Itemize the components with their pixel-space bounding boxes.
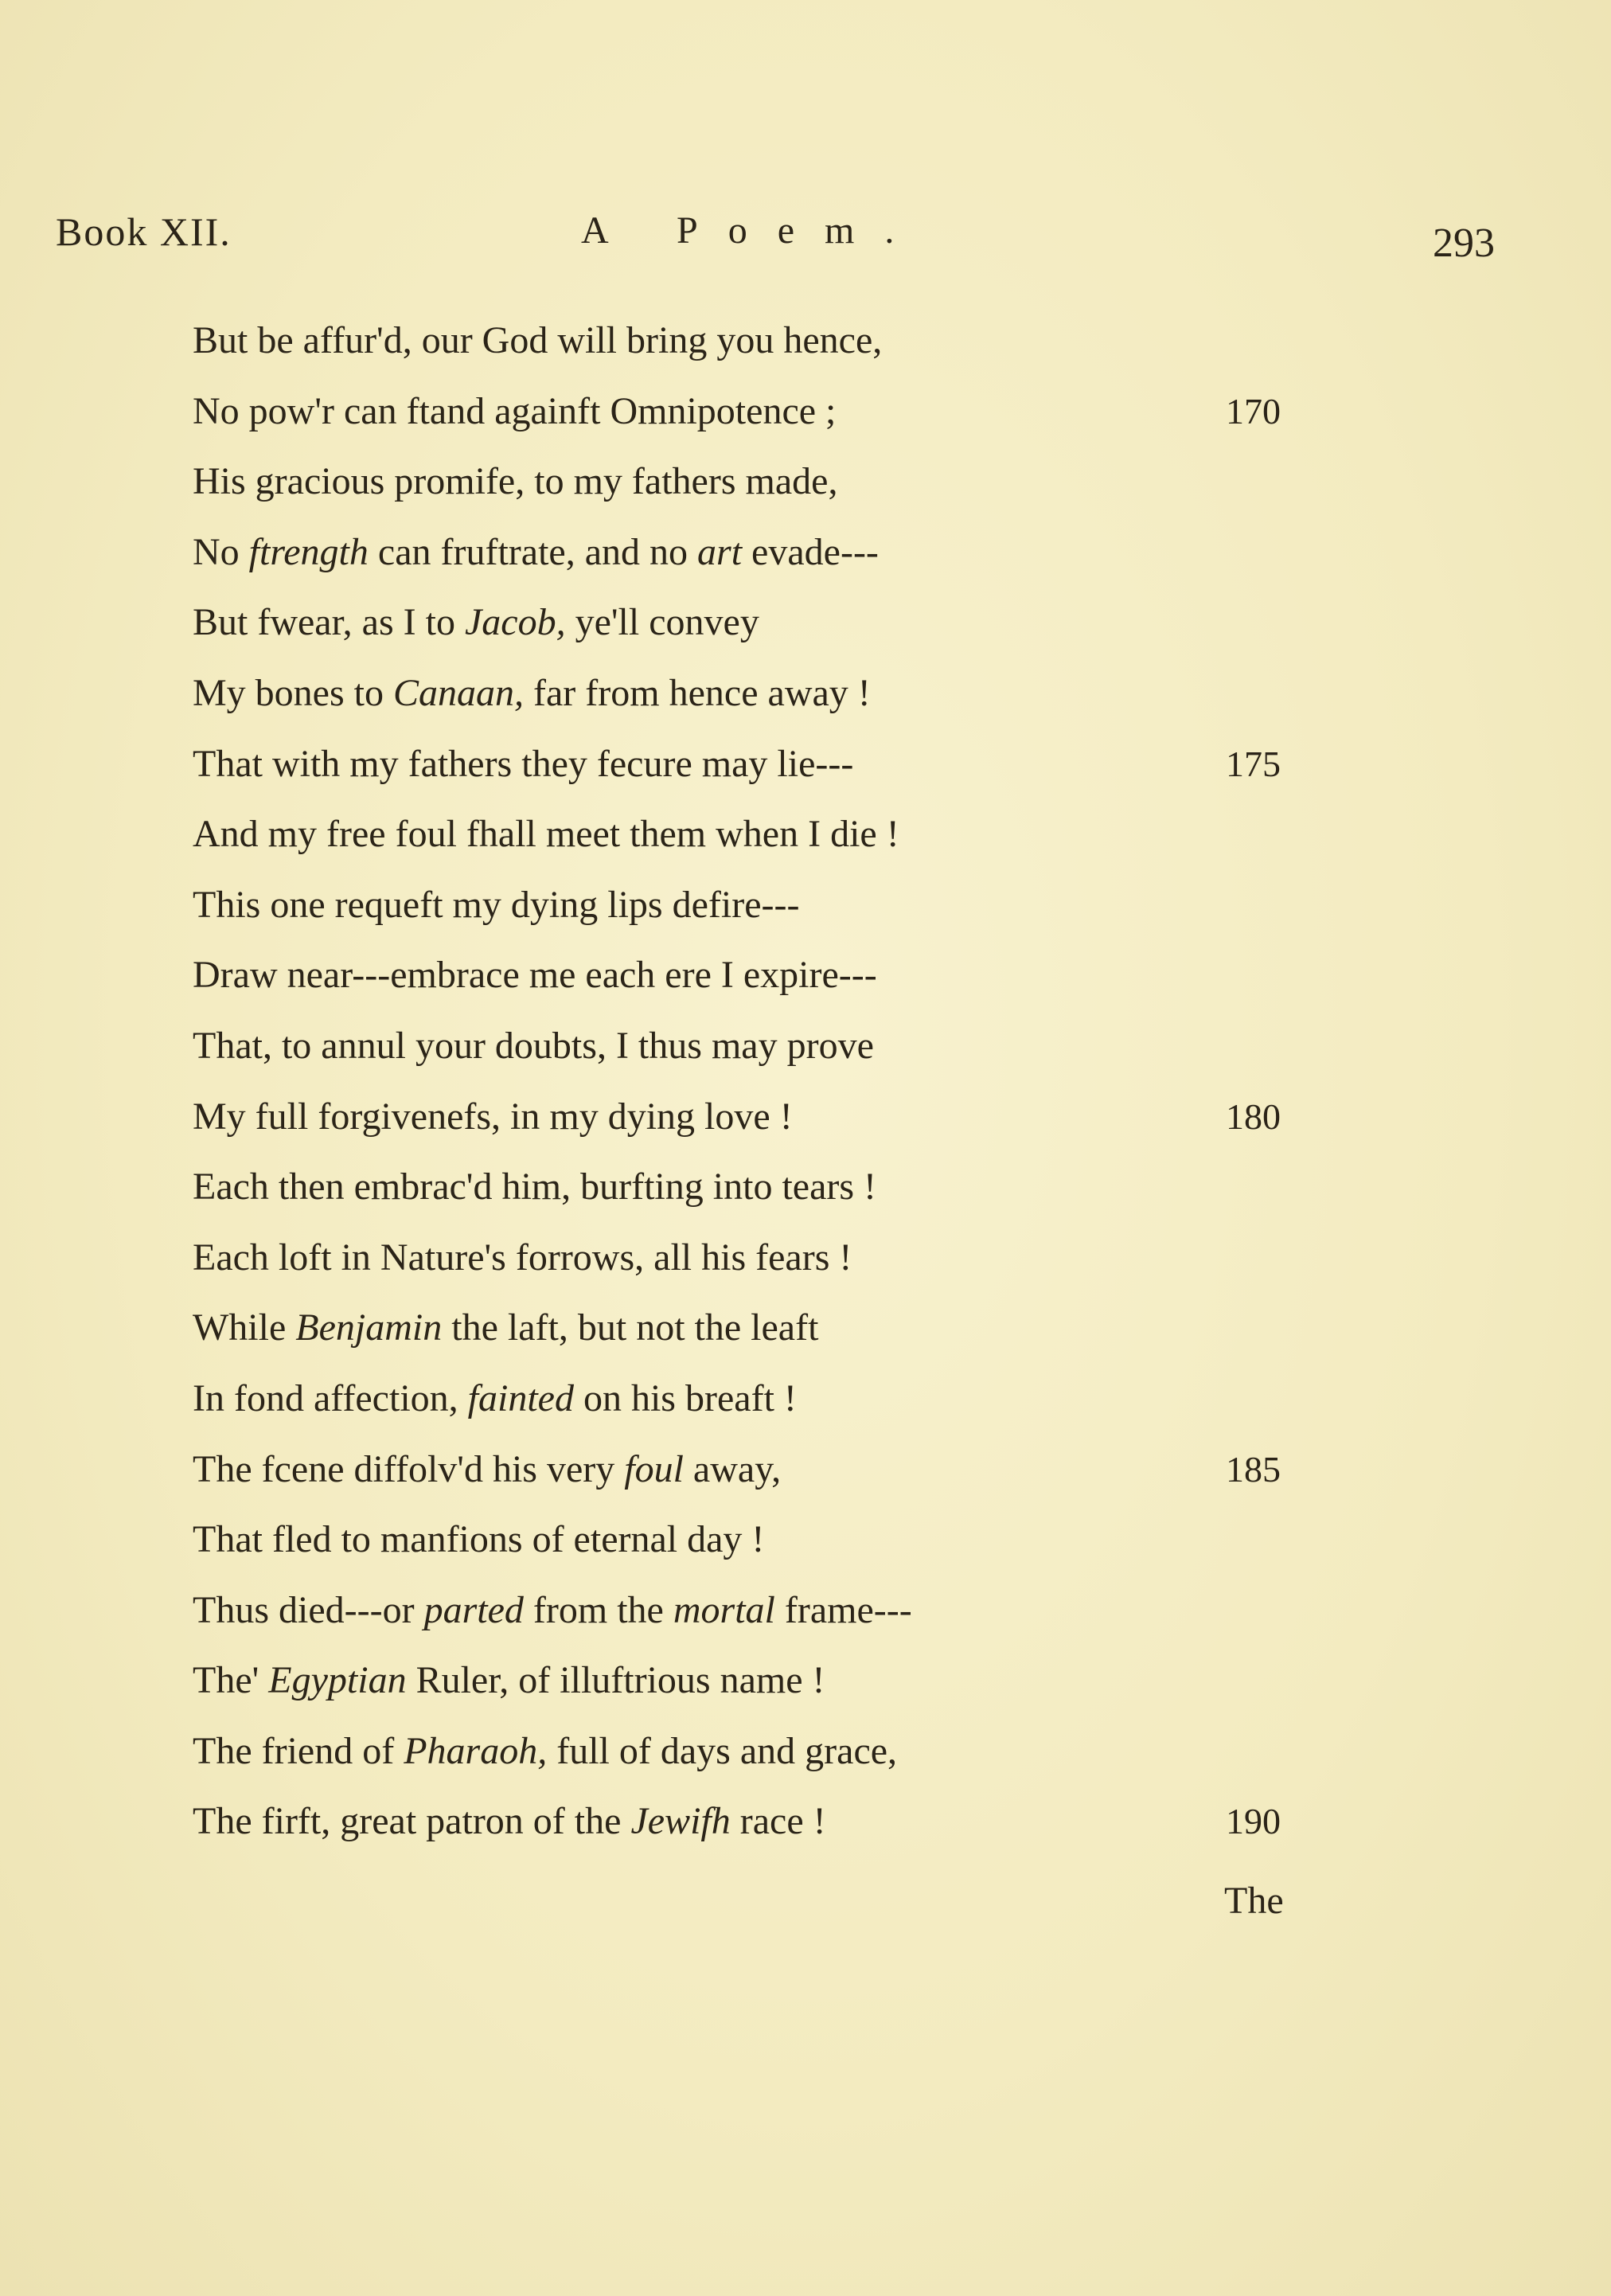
poem-line [193,1435,1466,1505]
poem-line [193,1646,1466,1716]
poem-line [193,377,1466,447]
italic-word: Benjamin [295,1306,443,1349]
italic-word: Jewifh [630,1800,731,1843]
line-number: 175 [1226,743,1281,784]
text-segment: Each then embrac'd him, burfting into tears ! [193,1166,877,1209]
text-segment: full of days and grace, [547,1729,898,1772]
text-segment: race ! [730,1800,826,1843]
poem-line-text [193,1377,797,1419]
poem-line-text [193,531,879,573]
text-segment: But be affur'd, our God will bring you hence, [193,319,883,361]
italic-word: art [697,530,743,573]
poem-text [193,306,1466,1857]
poem-line [193,1364,1466,1435]
poem-line-text [193,884,799,926]
poem-line-text [193,813,899,855]
poem-line [193,1011,1466,1082]
text-segment: And my free foul fhall meet them when I die ! [193,813,899,856]
line-number: 185 [1226,1448,1281,1490]
poem-line [193,729,1466,800]
poem-line [193,588,1466,658]
poem-line-text [193,1800,826,1842]
poem-line-text [193,1236,852,1279]
line-number: 170 [1226,390,1281,431]
poem-line-text [193,319,882,361]
text-segment: My full forgivenefs, in my dying love ! [193,1095,793,1138]
running-title: A Poem. [581,209,925,252]
poem-line-text [193,601,759,643]
italic-word: Canaan, [393,671,525,714]
text-segment: My bones to [193,671,393,714]
poem-line-text [193,1730,897,1772]
book-label: Book XII. [56,209,232,254]
text-segment: The' [193,1659,269,1702]
text-segment: The fcene diffolv'd his very [193,1447,625,1490]
text-segment: ye'll convey [565,601,759,644]
text-segment: on his breaft ! [573,1376,797,1419]
text-segment: That, to annul your doubts, I thus may prove [193,1024,874,1067]
text-segment: frame--- [774,1588,912,1631]
italic-word: Jacob, [464,601,566,644]
poem-line [193,306,1466,377]
text-segment: Each loft in Nature's forrows, all his fears ! [193,1236,852,1279]
poem-line [193,799,1466,870]
text-segment: That with my fathers they fecure may lie--- [193,742,854,785]
poem-line [193,1082,1466,1153]
italic-word: ftrength [248,530,369,573]
italic-word: mortal [673,1588,775,1631]
text-segment: No pow'r can ftand againft Omnipotence ; [193,389,837,432]
line-number: 190 [1226,1801,1281,1842]
text-segment: evade--- [742,530,879,573]
poem-line [193,1716,1466,1787]
text-segment: But fwear, as I to [193,601,465,644]
text-segment: Thus died---or [193,1588,424,1631]
poem-line [193,870,1466,941]
poem-line [193,1223,1466,1294]
poem-line-text [193,1518,764,1560]
poem-line-text [193,1589,912,1631]
poem-line [193,1505,1466,1576]
poem-line-text [193,672,871,714]
poem-line-text [193,1095,793,1138]
text-segment: The friend of [193,1729,404,1772]
poem-line [193,1576,1466,1646]
italic-word: parted [423,1588,524,1631]
poem-line-text [193,460,837,502]
text-segment: In fond affection, [193,1376,468,1419]
poem-line [193,1152,1466,1223]
text-segment: His gracious promife, to my fathers made, [193,460,838,503]
text-segment: away, [683,1447,782,1490]
poem-line [193,940,1466,1011]
poem-line-text [193,1659,825,1701]
poem-line [193,447,1466,517]
poem-line-text [193,954,877,996]
text-segment: While [193,1306,296,1349]
poem-line [193,1786,1466,1857]
text-segment: No [193,530,249,573]
poem-line [193,517,1466,588]
catchword: The [1224,1880,1284,1922]
line-number: 180 [1226,1095,1281,1137]
poem-line-text [193,1306,818,1349]
poem-line-text [193,390,836,432]
text-segment: Ruler, of illuftrious name ! [406,1659,825,1702]
italic-word: fainted [467,1376,574,1419]
poem-line-text [193,1166,876,1208]
running-header [0,209,1611,272]
italic-word: foul [624,1447,684,1490]
text-segment: Draw near---embrace me each ere I expire--- [193,954,877,997]
poem-line-text [193,743,853,785]
poem-line [193,658,1466,729]
text-segment: can fruftrate, and no [368,530,698,573]
italic-word: Pharaoh, [404,1729,548,1772]
italic-word: Egyptian [268,1659,407,1702]
text-segment: This one requeft my dying lips defire--- [193,883,800,926]
text-segment: far from hence away ! [524,671,871,714]
poem-line-text [193,1025,874,1067]
text-segment: from the [523,1588,673,1631]
text-segment: That fled to manfions of eternal day ! [193,1518,765,1561]
page-number: 293 [1433,221,1495,266]
text-segment: the laft, but not the leaft [442,1306,819,1349]
text-segment: The firft, great patron of the [193,1800,631,1843]
poem-line [193,1293,1466,1364]
poem-line-text [193,1448,781,1490]
